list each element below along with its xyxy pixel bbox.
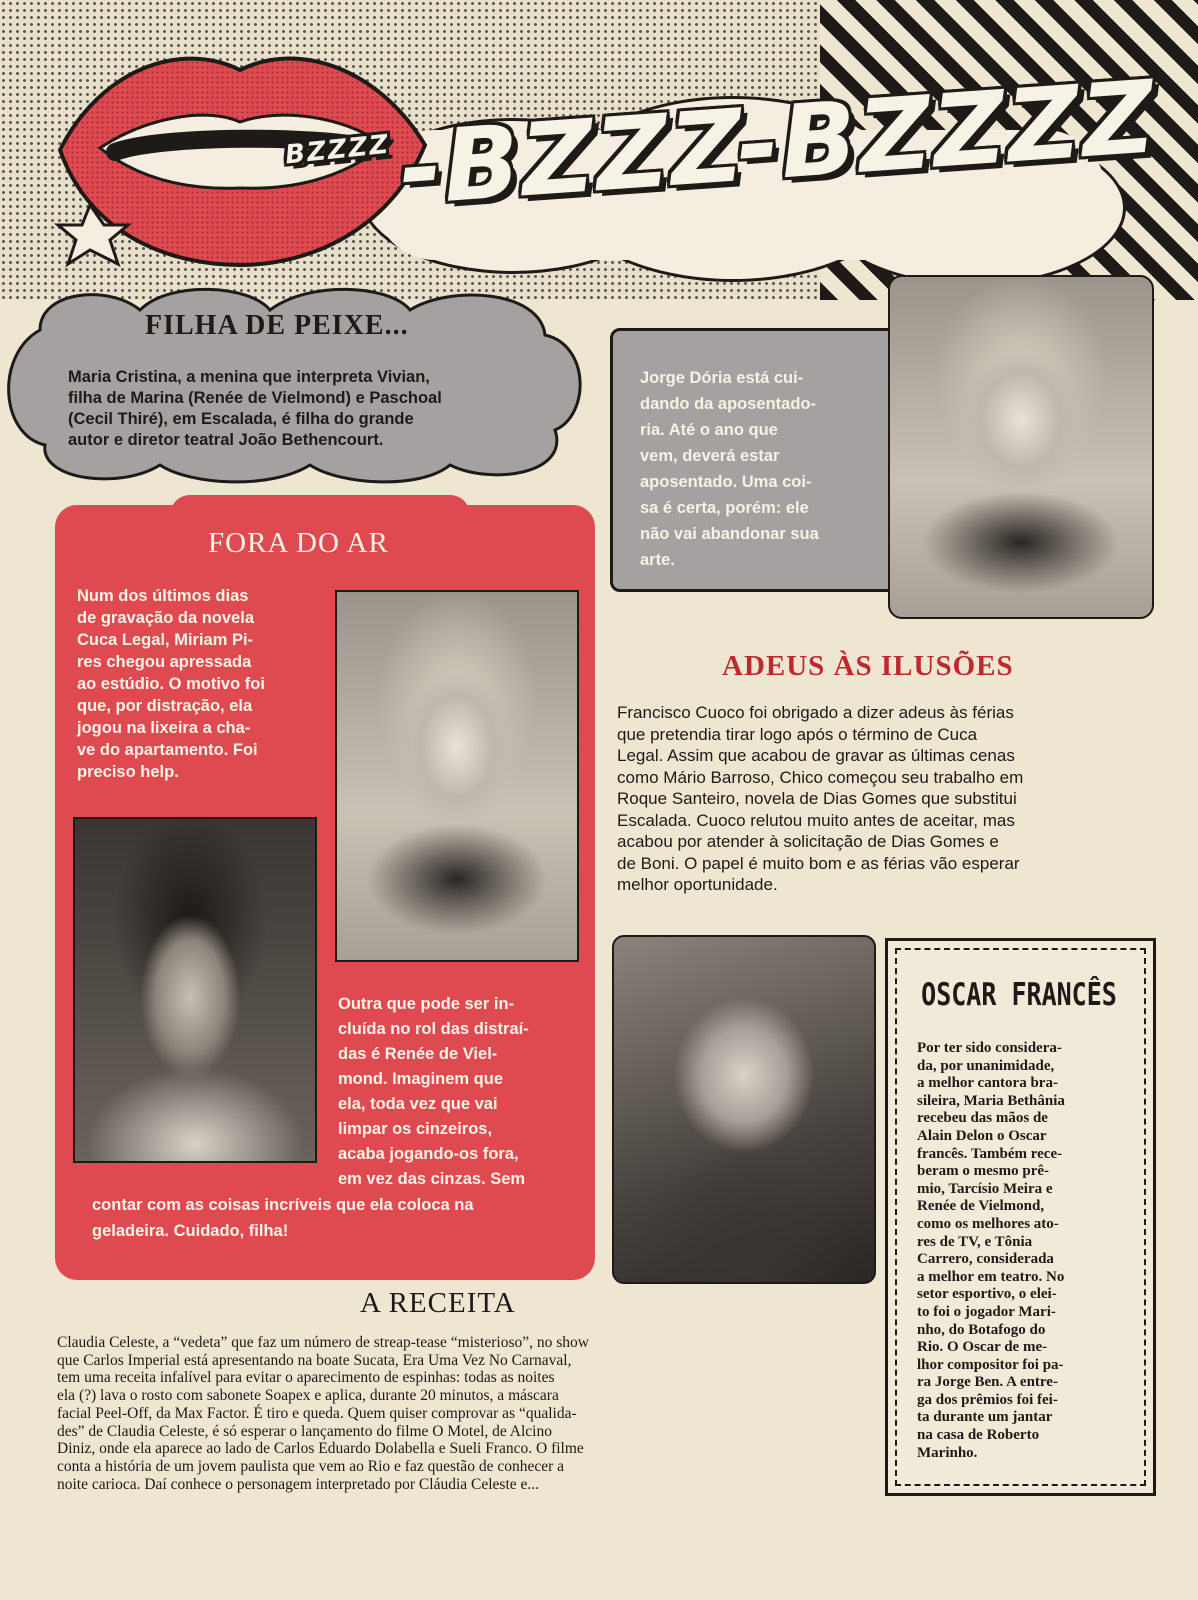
adeus-line: acabou por atender à solicitação de Dias Gomes e xyxy=(617,832,999,851)
oscar-line: lhor compositor foi pa- xyxy=(917,1356,1064,1373)
fora-title: FORA DO AR xyxy=(208,527,389,559)
oscar-line: sileira, Maria Bethânia xyxy=(917,1092,1065,1109)
receita-line: des” de Claudia Celeste, é só esperar o lançamento do filme O Motel, de Alcino xyxy=(57,1422,552,1440)
jorge-line: Jorge Dória está cui- xyxy=(640,369,804,387)
fora-line: de gravação da novela xyxy=(77,609,254,627)
fora-line: ve do apartamento. Foi xyxy=(77,741,258,759)
fora-line: geladeira. Cuidado, filha! xyxy=(92,1222,289,1240)
oscar-title: OSCAR FRANCÊS xyxy=(921,976,1117,1013)
jorge-body xyxy=(640,365,870,573)
fora-line: das é Renée de Viel- xyxy=(338,1045,498,1063)
receita-line: ela (?) lava o rosto com sabonete Soapex e aplica, durante 20 minutos, a máscara xyxy=(57,1387,559,1405)
filha-line: Maria Cristina, a menina que interpreta Vivian, xyxy=(68,368,430,386)
fora-line: limpar os cinzeiros, xyxy=(338,1120,493,1138)
jorge-line: aposentado. Uma coi- xyxy=(640,473,812,491)
oscar-line: Renée de Vielmond, xyxy=(917,1198,1045,1215)
oscar-line: Marinho. xyxy=(917,1444,978,1461)
receita-line: noite carioca. Daí conhece o personagem interpretado por Cláudia Celeste e... xyxy=(57,1475,540,1493)
fora-line: contar com as coisas incríveis que ela coloca na xyxy=(92,1196,474,1214)
jorge-line: sa é certa, porém: ele xyxy=(640,499,809,517)
jorge-line: arte. xyxy=(640,551,675,569)
adeus-line: Francisco Cuoco foi obrigado a dizer adeus às férias xyxy=(617,703,1014,722)
jorge-line: dando da aposentado- xyxy=(640,395,817,413)
filha-line: autor e diretor teatral João Bethencourt. xyxy=(68,431,384,449)
adeus-line: Escalada. Cuoco relutou muito antes de aceitar, mas xyxy=(617,810,1015,830)
oscar-line: mio, Tarcísio Meira e xyxy=(917,1180,1053,1197)
oscar-body xyxy=(917,1040,1137,1462)
receita-line: Claudia Celeste, a “vedeta” que faz um número de streap-tease “misterioso”, no show xyxy=(57,1334,589,1351)
miriam-pires-photo xyxy=(335,590,579,962)
receita-line: que Carlos Imperial está apresentando na boate Sucata, Era Uma Vez No Carnaval, xyxy=(57,1351,572,1369)
oscar-line: ra Jorge Ben. A entre- xyxy=(917,1374,1058,1391)
oscar-line: setor esportivo, o elei- xyxy=(917,1286,1057,1303)
fora-line: Cuca Legal, Miriam Pi- xyxy=(77,631,254,649)
renee-vielmond-photo xyxy=(73,817,317,1163)
oscar-line: to foi o jogador Mari- xyxy=(917,1303,1056,1320)
adeus-body xyxy=(617,702,1152,896)
fora-body-3 xyxy=(92,1192,572,1244)
oscar-line: ta durante um jantar xyxy=(917,1409,1053,1426)
filha-body xyxy=(68,367,548,451)
fora-line: ela, toda vez que vai xyxy=(338,1095,498,1113)
receita-body xyxy=(57,1334,877,1493)
filha-line: filha de Marina (Renée de Vielmond) e Paschoal xyxy=(68,389,442,407)
fora-line: que, por distração, ela xyxy=(77,697,253,715)
oscar-line: como os melhores ato- xyxy=(917,1215,1059,1232)
fora-body-2 xyxy=(338,992,574,1192)
fora-line: acaba jogando-os fora, xyxy=(338,1145,519,1163)
receita-line: tem uma receita infalível para evitar o aparecimento de espinhas: todas as noites xyxy=(57,1369,555,1387)
oscar-line: Carrero, considerada xyxy=(917,1251,1054,1268)
filha-title: FILHA DE PEIXE... xyxy=(145,310,409,341)
fora-line: Outra que pode ser in- xyxy=(338,995,515,1013)
francisco-cuoco-photo xyxy=(612,935,876,1284)
adeus-line: como Mário Barroso, Chico começou seu trabalho em xyxy=(617,767,1024,787)
mouth-text: BZZZZ xyxy=(283,129,392,171)
oscar-line: Rio. O Oscar de me- xyxy=(917,1339,1048,1356)
fora-line: Num dos últimos dias xyxy=(77,587,249,605)
jorge-line: não vai abandonar sua xyxy=(640,525,819,543)
fora-body-1 xyxy=(77,585,317,783)
adeus-line: Legal. Assim que acabou de gravar as últimas cenas xyxy=(617,746,1015,765)
adeus-line: melhor oportunidade. xyxy=(617,875,778,894)
adeus-line: Roque Santeiro, novela de Dias Gomes que substitui xyxy=(617,789,1017,808)
oscar-line: nho, do Botafogo do xyxy=(917,1321,1046,1338)
fora-line: em vez das cinzas. Sem xyxy=(338,1170,526,1188)
adeus-title: ADEUS ÀS ILUSÕES xyxy=(722,650,1014,682)
oscar-line: a melhor cantora bra- xyxy=(917,1075,1058,1092)
oscar-line: Alain Delon o Oscar xyxy=(917,1127,1047,1144)
oscar-line: Por ter sido considera- xyxy=(917,1040,1062,1056)
oscar-line: da, por unanimidade, xyxy=(917,1057,1055,1074)
filha-line: (Cecil Thiré), em Escalada, é filha do grande xyxy=(68,410,414,428)
oscar-line: na casa de Roberto xyxy=(917,1427,1040,1444)
fora-line: jogou na lixeira a cha- xyxy=(77,719,251,737)
oscar-line: res de TV, e Tônia xyxy=(917,1233,1033,1250)
oscar-line: francês. Também rece- xyxy=(917,1145,1063,1162)
receita-title: A RECEITA xyxy=(360,1287,516,1319)
adeus-line: que pretendia tirar logo após o término de Cuca xyxy=(617,724,978,744)
receita-line: conta a história de um jovem paulista que vem ao Rio e faz questão de conhecer a xyxy=(57,1457,565,1475)
fora-line: cluída no rol das distraí- xyxy=(338,1020,529,1038)
oscar-line: recebeu das mãos de xyxy=(917,1110,1048,1127)
fora-line: mond. Imaginem que xyxy=(338,1070,504,1088)
receita-line: Diniz, onde ela aparece ao lado de Carlos Eduardo Dolabella e Sueli Franco. O filme xyxy=(57,1440,584,1458)
jorge-line: ria. Até o ano que xyxy=(640,421,778,439)
oscar-line: a melhor em teatro. No xyxy=(917,1268,1065,1285)
jorge-doria-photo xyxy=(888,275,1154,619)
oscar-line: beram o mesmo prê- xyxy=(917,1163,1050,1180)
fora-line: res chegou apressada xyxy=(77,653,252,671)
fora-line: ao estúdio. O motivo foi xyxy=(77,675,265,693)
adeus-line: de Boni. O papel é muito bom e as férias vão esperar xyxy=(617,853,1020,873)
fora-line: preciso help. xyxy=(77,763,179,781)
oscar-line: ga dos prêmios foi fei- xyxy=(917,1391,1058,1408)
banner-text: -BZZZ-BZZZZ xyxy=(395,58,1160,228)
receita-line: facial Peel-Off, da Max Factor. É tiro e queda. Quem quiser comprovar as “qualida- xyxy=(57,1404,577,1422)
jorge-line: vem, deverá estar xyxy=(640,447,780,465)
